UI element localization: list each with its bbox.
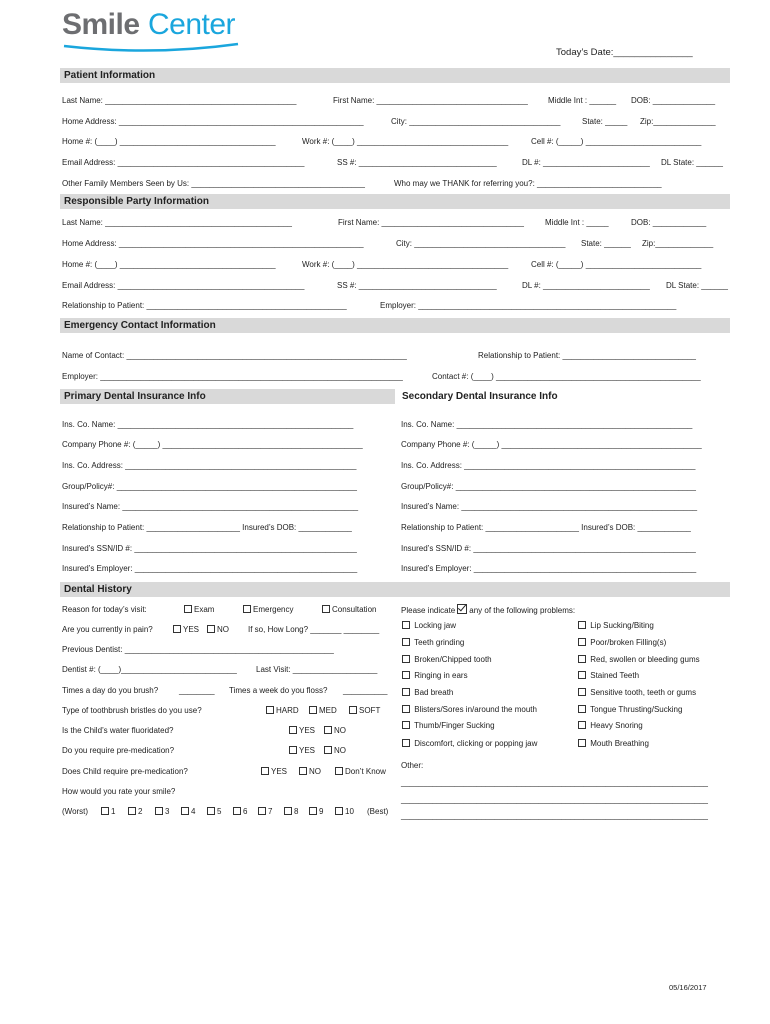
checkbox-icon[interactable] [578, 705, 586, 713]
form-version-date: 05/16/2017 [669, 983, 707, 992]
checkbox-icon[interactable] [402, 688, 410, 696]
patient-info-header: Patient Information [60, 68, 730, 83]
patient-middle-int[interactable]: Middle Int : ______ [548, 96, 617, 105]
checkbox-icon[interactable] [289, 746, 297, 754]
checkbox-icon[interactable] [207, 625, 215, 633]
problem-item[interactable]: Broken/Chipped tooth [402, 655, 492, 665]
resp-relationship[interactable]: Relationship to Patient: _____________________________________________ [62, 301, 347, 310]
emergency-employer[interactable]: Employer: ____________________________________________________________________ [62, 372, 403, 381]
problem-item[interactable]: Blisters/Sores in/around the mouth [402, 705, 537, 715]
reason-for-visit-label: Reason for today’s visit: [62, 605, 147, 614]
last-visit[interactable]: Last Visit: ___________________ [256, 665, 378, 674]
resp-employer[interactable]: Employer: __________________________________________________________ [380, 301, 677, 310]
resp-state[interactable]: State: ______ [581, 239, 631, 248]
problem-item[interactable]: Teeth grinding [402, 638, 464, 648]
resp-email[interactable]: Email Address: __________________________________________ [62, 281, 305, 290]
checkbox-icon[interactable] [309, 807, 317, 815]
checkbox-icon[interactable] [258, 807, 266, 815]
secondary-insured-name[interactable]: Insured’s Name: _____________________________________________________ [401, 502, 698, 511]
resp-last-name[interactable]: Last Name: __________________________________________ [62, 218, 292, 227]
secondary-insured-employer[interactable]: Insured’s Employer: __________________________________________________ [401, 564, 697, 573]
logo-swoosh-icon [62, 42, 242, 54]
logo-center-text: Center [148, 8, 236, 41]
primary-group-policy[interactable]: Group/Policy#: ______________________________________________________ [62, 482, 357, 491]
brush-frequency-field[interactable]: ________ [179, 686, 215, 695]
dentist-phone[interactable]: Dentist #: (____)__________________________ [62, 665, 237, 674]
checkbox-icon[interactable] [402, 739, 410, 747]
fluoridated-label: Is the Child’s water fluoridated? [62, 726, 174, 735]
secondary-ins-co-name[interactable]: Ins. Co. Name: _____________________________________________________ [401, 420, 693, 429]
resp-dl-state[interactable]: DL State: ______ [666, 281, 728, 290]
checkbox-icon[interactable] [402, 621, 410, 629]
secondary-company-phone[interactable]: Company Phone #: (_____) _____________________________________________ [401, 440, 702, 449]
problem-item[interactable]: Lip Sucking/Biting [578, 621, 654, 631]
resp-city[interactable]: City: __________________________________ [396, 239, 566, 248]
checkbox-icon[interactable] [299, 767, 307, 775]
checkbox-icon[interactable] [184, 605, 192, 613]
rate-10-option[interactable]: 10 [335, 807, 354, 817]
checkbox-icon[interactable] [349, 706, 357, 714]
problem-item[interactable]: Stained Teeth [578, 671, 639, 681]
brush-frequency-label: Times a day do you brush? [62, 686, 159, 695]
problem-item[interactable]: Tongue Thrusting/Sucking [578, 705, 682, 715]
resp-first-name[interactable]: First Name: ________________________________ [338, 218, 524, 227]
checkbox-icon[interactable] [266, 706, 274, 714]
emergency-contact-header: Emergency Contact Information [60, 318, 730, 333]
checkbox-icon[interactable] [402, 671, 410, 679]
fluoridated-no-option[interactable]: NO [324, 726, 346, 736]
primary-company-phone[interactable]: Company Phone #: (_____) _____________________________________________ [62, 440, 363, 449]
patient-cell-phone[interactable]: Cell #: (_____) __________________________ [531, 137, 702, 146]
reason-exam-option[interactable]: Exam [184, 605, 214, 615]
patient-dl[interactable]: DL #: ________________________ [522, 158, 650, 167]
premed-yes-option[interactable]: YES [289, 746, 315, 756]
primary-insurance-header: Primary Dental Insurance Info [60, 389, 395, 404]
resp-home-phone[interactable]: Home #: (____) ___________________________________ [62, 260, 276, 269]
rate-5-option[interactable]: 5 [207, 807, 221, 817]
checkbox-icon[interactable] [578, 739, 586, 747]
resp-dl[interactable]: DL #: ________________________ [522, 281, 650, 290]
primary-ins-co-address[interactable]: Ins. Co. Address: ____________________________________________________ [62, 461, 357, 470]
checkbox-icon[interactable] [207, 807, 215, 815]
patient-last-name[interactable]: Last Name: ___________________________________________ [62, 96, 297, 105]
other-problems-line[interactable]: _____________________________________________________________________ [401, 778, 708, 787]
patient-work-phone[interactable]: Work #: (____) __________________________________ [302, 137, 509, 146]
patient-home-phone[interactable]: Home #: (____) ___________________________________ [62, 137, 276, 146]
problem-item[interactable]: Mouth Breathing [578, 739, 649, 749]
patient-email[interactable]: Email Address: __________________________________________ [62, 158, 305, 167]
referral-thanks[interactable]: Who may we THANK for referring you?: ____________________________ [394, 179, 662, 188]
other-problems-label: Other: [401, 761, 424, 770]
bristle-type-label: Type of toothbrush bristles do you use? [62, 706, 202, 715]
checkbox-icon[interactable] [128, 807, 136, 815]
rate-7-option[interactable]: 7 [258, 807, 272, 817]
checkbox-icon[interactable] [261, 767, 269, 775]
patient-city[interactable]: City: __________________________________ [391, 117, 561, 126]
primary-insured-name[interactable]: Insured’s Name: _____________________________________________________ [62, 502, 359, 511]
rate-3-option[interactable]: 3 [155, 807, 169, 817]
checkbox-icon[interactable] [181, 807, 189, 815]
other-problems-line[interactable]: _____________________________________________________________________ [401, 795, 708, 804]
fluoridated-yes-option[interactable]: YES [289, 726, 315, 736]
resp-dob[interactable]: DOB: ____________ [631, 218, 707, 227]
checkbox-icon[interactable] [101, 807, 109, 815]
floss-frequency-label: Times a week do you floss? [229, 686, 328, 695]
resp-work-phone[interactable]: Work #: (____) __________________________________ [302, 260, 509, 269]
patient-ssn[interactable]: SS #: _______________________________ [337, 158, 497, 167]
checkbox-icon[interactable] [284, 807, 292, 815]
resp-middle-int[interactable]: Middle Int : _____ [545, 218, 609, 227]
child-premed-yes-option[interactable]: YES [261, 767, 287, 777]
bristle-med-option[interactable]: MED [309, 706, 337, 716]
problem-item[interactable]: Thumb/Finger Sucking [402, 721, 495, 731]
rate-9-option[interactable]: 9 [309, 807, 323, 817]
checkbox-icon[interactable] [324, 746, 332, 754]
checkbox-icon[interactable] [324, 726, 332, 734]
problem-item[interactable]: Poor/broken Filling(s) [578, 638, 666, 648]
bristle-soft-option[interactable]: SOFT [349, 706, 380, 716]
pain-yes-option[interactable]: YES [173, 625, 199, 635]
rate-4-option[interactable]: 4 [181, 807, 195, 817]
checkbox-icon[interactable] [243, 605, 251, 613]
problem-item[interactable]: Heavy Snoring [578, 721, 643, 731]
primary-insured-employer[interactable]: Insured’s Employer: __________________________________________________ [62, 564, 358, 573]
checkbox-icon[interactable] [578, 655, 586, 663]
checkbox-icon[interactable] [578, 638, 586, 646]
primary-relationship-dob[interactable]: Relationship to Patient: _____________________ Insured’s DOB: ____________ [62, 523, 352, 532]
problem-item[interactable]: Bad breath [402, 688, 453, 698]
todays-date-field[interactable]: Today’s Date:_______________ [556, 47, 693, 58]
other-family-members[interactable]: Other Family Members Seen by Us: _______________________________________ [62, 179, 365, 188]
checkbox-icon[interactable] [402, 721, 410, 729]
rate-8-option[interactable]: 8 [284, 807, 298, 817]
secondary-relationship-dob[interactable]: Relationship to Patient: _____________________ Insured’s DOB: ____________ [401, 523, 691, 532]
child-premed-label: Does Child require pre-medication? [62, 767, 188, 776]
checkbox-icon[interactable] [578, 671, 586, 679]
child-premed-no-option[interactable]: NO [299, 767, 321, 777]
bristle-hard-option[interactable]: HARD [266, 706, 299, 716]
checkbox-icon[interactable] [335, 807, 343, 815]
checkbox-icon[interactable] [402, 705, 410, 713]
patient-first-name[interactable]: First Name: __________________________________ [333, 96, 528, 105]
rate-smile-label: How would you rate your smile? [62, 787, 176, 796]
checkbox-icon[interactable] [402, 655, 410, 663]
secondary-group-policy[interactable]: Group/Policy#: ______________________________________________________ [401, 482, 696, 491]
problem-item[interactable]: Ringing in ears [402, 671, 468, 681]
checkbox-icon[interactable] [309, 706, 317, 714]
patient-zip[interactable]: Zip:______________ [640, 117, 716, 126]
checkbox-icon[interactable] [233, 807, 241, 815]
checkbox-icon[interactable] [289, 726, 297, 734]
child-premed-dont-know-option[interactable]: Don’t Know [335, 767, 386, 777]
primary-ins-co-name[interactable]: Ins. Co. Name: _____________________________________________________ [62, 420, 354, 429]
problem-item[interactable]: Red, swollen or bleeding gums [578, 655, 700, 665]
resp-cell-phone[interactable]: Cell #: (_____) __________________________ [531, 260, 702, 269]
emergency-contact-number[interactable]: Contact #: (____) ______________________________________________ [432, 372, 701, 381]
checkbox-icon[interactable] [402, 638, 410, 646]
rate-2-option[interactable]: 2 [128, 807, 142, 817]
patient-dl-state[interactable]: DL State: ______ [661, 158, 723, 167]
secondary-ins-co-address[interactable]: Ins. Co. Address: ____________________________________________________ [401, 461, 696, 470]
rate-6-option[interactable]: 6 [233, 807, 247, 817]
problem-item[interactable]: Locking jaw [402, 621, 456, 631]
checkbox-icon[interactable] [155, 807, 163, 815]
patient-state[interactable]: State: _____ [582, 117, 628, 126]
problem-item[interactable]: Sensitive tooth, teeth or gums [578, 688, 696, 698]
patient-home-address[interactable]: Home Address: _______________________________________________________ [62, 117, 364, 126]
patient-dob[interactable]: DOB: ______________ [631, 96, 716, 105]
secondary-insured-ssn[interactable]: Insured’s SSN/ID #: __________________________________________________ [401, 544, 696, 553]
resp-home-address[interactable]: Home Address: _______________________________________________________ [62, 239, 364, 248]
checkbox-icon[interactable] [173, 625, 181, 633]
problem-item[interactable]: Discomfort, clicking or popping jaw [402, 739, 537, 749]
reason-consultation-option[interactable]: Consultation [322, 605, 376, 615]
checkbox-icon[interactable] [578, 688, 586, 696]
other-problems-line[interactable]: _____________________________________________________________________ [401, 811, 708, 820]
rate-best-label: (Best) [367, 807, 389, 816]
rate-1-option[interactable]: 1 [101, 807, 115, 817]
pain-no-option[interactable]: NO [207, 625, 229, 635]
resp-zip[interactable]: Zip:_____________ [642, 239, 714, 248]
checkbox-icon[interactable] [578, 721, 586, 729]
pain-how-long[interactable]: If so, How Long? _______ ________ [248, 625, 380, 634]
floss-frequency-field[interactable]: __________ [343, 686, 388, 695]
premed-label: Do you require pre-medication? [62, 746, 175, 755]
premed-no-option[interactable]: NO [324, 746, 346, 756]
previous-dentist[interactable]: Previous Dentist: _______________________________________________ [62, 645, 334, 654]
checkbox-icon[interactable] [578, 621, 586, 629]
problems-label: Please indicate any of the following problems: [401, 606, 576, 615]
checkmark-icon [457, 604, 467, 614]
checkbox-icon[interactable] [322, 605, 330, 613]
dental-history-header: Dental History [60, 582, 730, 597]
emergency-relationship[interactable]: Relationship to Patient: ______________________________ [478, 351, 696, 360]
responsible-party-header: Responsible Party Information [60, 194, 730, 209]
logo-smile-text: Smile [62, 8, 140, 41]
reason-emergency-option[interactable]: Emergency [243, 605, 293, 615]
checkbox-icon[interactable] [335, 767, 343, 775]
primary-insured-ssn[interactable]: Insured’s SSN/ID #: __________________________________________________ [62, 544, 357, 553]
rate-worst-label: (Worst) [62, 807, 89, 816]
in-pain-label: Are you currently in pain? [62, 625, 153, 634]
secondary-insurance-header: Secondary Dental Insurance Info [402, 391, 558, 402]
resp-ssn[interactable]: SS #: _______________________________ [337, 281, 497, 290]
emergency-name[interactable]: Name of Contact: _______________________________________________________________ [62, 351, 407, 360]
